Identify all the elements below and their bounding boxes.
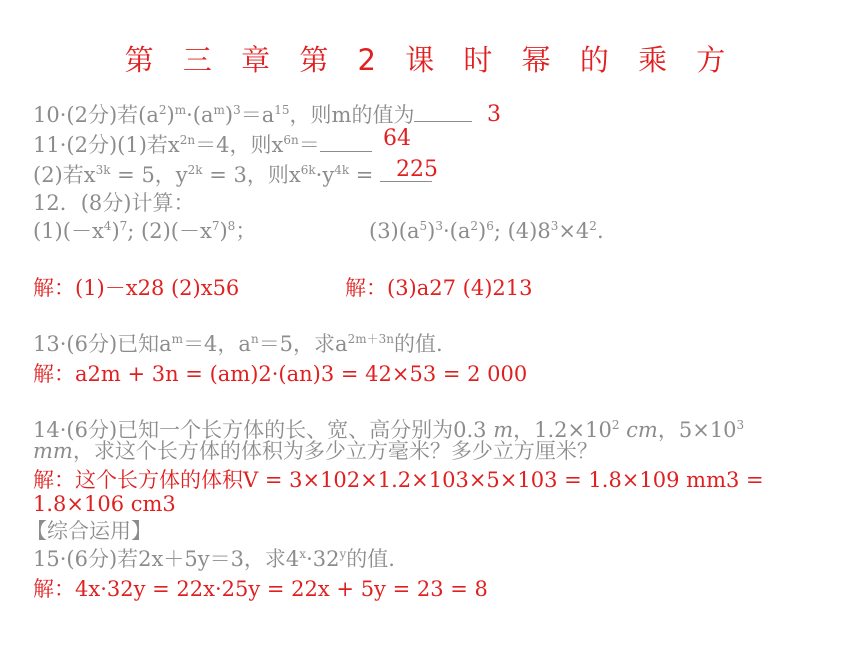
q15-text: ·32 — [306, 547, 340, 571]
q11-sup: 6k — [300, 163, 316, 177]
q11-sup: 6n — [283, 133, 299, 147]
q14-text: ，5×10 — [657, 418, 737, 442]
q11-text: ＝ — [298, 133, 320, 157]
q14-unit: cm — [619, 418, 658, 442]
section-heading: 【综合运用】 — [26, 519, 152, 543]
q13-sup: m — [171, 332, 184, 346]
q12-text: ; (4)8 — [493, 219, 551, 243]
q12-sup: 3 — [435, 219, 443, 233]
q12-sup: 6 — [486, 219, 494, 233]
answer-blank — [414, 103, 472, 122]
page-title: 第 三 章 第 2 课 时 幂 的 乘 方 — [124, 43, 736, 77]
question-12-left — [33, 221, 256, 242]
question-14-line1 — [33, 420, 744, 441]
q15-text: 的值. — [346, 547, 395, 571]
q14-unit: m — [493, 418, 514, 442]
question-12-right — [369, 221, 604, 242]
q11-text: 11·(2分)(1)若x — [33, 133, 180, 157]
q11-sup: 2n — [179, 133, 196, 147]
q11-text: ·y — [315, 163, 335, 187]
q10-sup: 15 — [274, 103, 290, 117]
q14-sup: 2 — [611, 418, 620, 432]
q14-unit: mm — [33, 439, 73, 463]
q10-text: ＝a — [240, 103, 275, 127]
q15-sup: x — [299, 547, 307, 561]
q10-sup: m — [174, 103, 187, 117]
q11-sup: 4k — [334, 163, 350, 177]
q12-sup: 7 — [211, 219, 220, 233]
q10-text: ) — [166, 103, 175, 127]
q12-solution-left: 解：(1)－x28 (2)x56 — [33, 276, 240, 300]
q15-sup: y — [339, 547, 347, 561]
q13-sup: 2m＋3n — [347, 332, 394, 346]
question-12-header: 12．(8分)计算： — [33, 191, 195, 215]
q12-sup: 2 — [589, 219, 597, 233]
q13-sup: n — [250, 332, 259, 346]
q12-sup: 8 — [227, 219, 236, 233]
question-number: 10 — [33, 103, 60, 127]
q11-sup: 2k — [187, 163, 203, 177]
q11-answer-1: 64 — [383, 126, 411, 151]
q14-text: ，1.2×10 — [513, 418, 612, 442]
q12-text: (3)(a — [369, 219, 420, 243]
q14-sup: 3 — [736, 418, 745, 432]
question-13 — [33, 334, 443, 355]
q15-text: 15·(6分)若2x＋5y＝3，求4 — [33, 547, 300, 571]
q11-text: = 3，则x — [202, 163, 301, 187]
q10-text: ·(a — [186, 103, 214, 127]
question-11-part1 — [33, 133, 372, 156]
q12-text: ) — [477, 219, 487, 243]
q12-sup: 7 — [119, 219, 128, 233]
q14-text: ，求这个长方体的体积为多少立方毫米？多少立方厘米？ — [72, 439, 598, 463]
question-11-part2 — [33, 163, 432, 186]
q13-solution: 解：a2m + 3n = (am)2·(an)3 = 42×53 = 2 000 — [33, 362, 528, 386]
q11-text: = — [349, 163, 381, 187]
q13-text: ＝4，a — [183, 332, 251, 356]
q11-sup: 3k — [95, 163, 111, 177]
answer-blank — [320, 133, 372, 152]
q12-text: ) — [111, 219, 120, 243]
q13-text: 的值. — [393, 332, 443, 356]
q12-text: ; (2)(－x — [127, 219, 212, 243]
q12-sup: 5 — [419, 219, 428, 233]
q10-sup: 3 — [233, 103, 241, 117]
q12-solution-right: 解：(3)a27 (4)213 — [345, 276, 533, 300]
question-10 — [33, 103, 472, 126]
q12-text: ·(a — [442, 219, 471, 243]
q12-text: . — [596, 219, 604, 243]
q11-text: (2)若x — [33, 163, 96, 187]
q10-text: ) — [224, 103, 234, 127]
q13-text: ＝5，求a — [258, 332, 348, 356]
q12-text: (1)(－x — [33, 219, 104, 243]
q14-solution-line2: 1.8×106 cm3 — [33, 492, 176, 516]
q12-text: ×4 — [558, 219, 590, 243]
q12-text: ； — [235, 219, 257, 243]
q13-text: 13·(6分)已知a — [33, 332, 172, 356]
q14-solution-line1: 解：这个长方体的体积V = 3×102×1.2×103×5×103 = 1.8×109 mm3 = — [33, 468, 764, 492]
q10-sup: m — [213, 103, 225, 117]
q11-text: ＝4，则x — [195, 133, 284, 157]
q12-sup: 3 — [550, 219, 559, 233]
q10-text: ·(2分)若(a — [59, 103, 159, 127]
q12-text: ) — [427, 219, 436, 243]
q10-answer: 3 — [487, 102, 501, 127]
q12-text: ) — [219, 219, 228, 243]
q12-sup: 2 — [470, 219, 478, 233]
q11-text: = 5，y — [110, 163, 188, 187]
q11-answer-2: 225 — [396, 157, 438, 182]
question-15 — [33, 549, 395, 570]
q10-text: ，则m的值为 — [289, 103, 415, 127]
q12-sup: 4 — [103, 219, 112, 233]
question-14-line2 — [33, 441, 598, 462]
q10-sup: 2 — [158, 103, 167, 117]
q14-text: 14·(6分)已知一个长方体的长、宽、高分别为0.3 — [33, 418, 494, 442]
q15-solution: 解：4x·32y = 22x·25y = 22x + 5y = 23 = 8 — [33, 577, 488, 601]
